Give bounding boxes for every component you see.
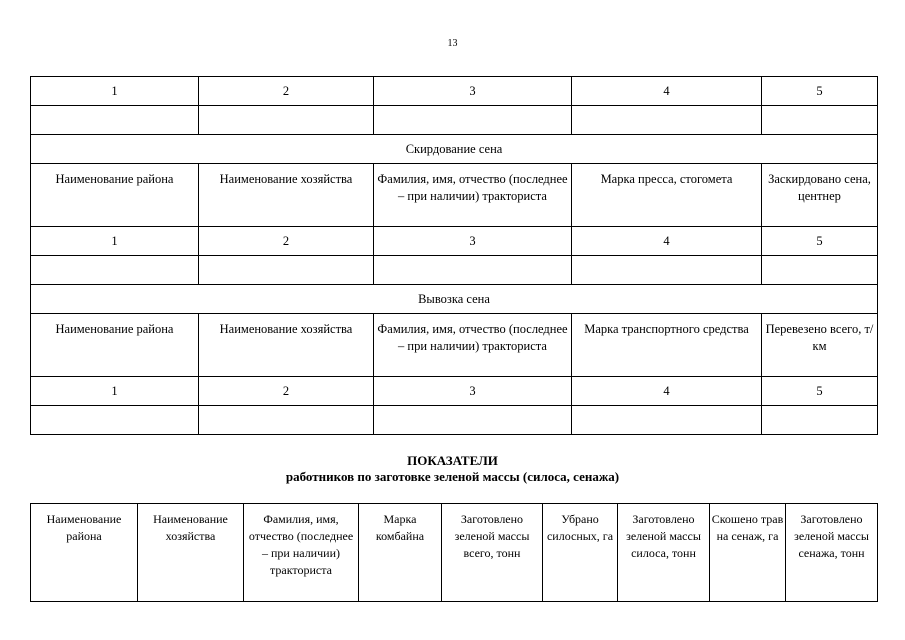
header-cell-farm: Наименование хозяйства xyxy=(199,164,374,227)
hay-operations-table xyxy=(30,76,878,435)
empty-data-row xyxy=(31,106,878,135)
column-number-cell: 1 xyxy=(31,77,199,106)
header-row xyxy=(31,314,878,377)
header-cell-silage-harvested: Убрано силосных, га xyxy=(543,504,618,602)
column-number-cell: 1 xyxy=(31,377,199,406)
numbering-row xyxy=(31,77,878,106)
column-number-cell: 4 xyxy=(572,377,762,406)
column-number-cell: 3 xyxy=(374,227,572,256)
empty-cell[interactable] xyxy=(31,256,199,285)
empty-cell[interactable] xyxy=(762,106,878,135)
empty-cell[interactable] xyxy=(374,406,572,435)
section-title-row xyxy=(31,135,878,164)
column-number-cell: 4 xyxy=(572,227,762,256)
column-number-cell: 3 xyxy=(374,377,572,406)
header-cell-tractor-driver: Фамилия, имя, отчество (последнее – при наличии) тракториста xyxy=(244,504,359,602)
column-number-cell: 3 xyxy=(374,77,572,106)
numbering-row xyxy=(31,227,878,256)
numbering-row xyxy=(31,377,878,406)
header-cell-silage-green-mass: Заготовлено зеленой массы силоса, тонн xyxy=(618,504,710,602)
header-cell-press-brand: Марка пресса, стогомета xyxy=(572,164,762,227)
column-number-cell: 5 xyxy=(762,377,878,406)
header-cell-grass-mowed: Скошено трав на сенаж, га xyxy=(710,504,786,602)
column-number-cell: 5 xyxy=(762,227,878,256)
empty-data-row xyxy=(31,406,878,435)
header-cell-tractor-driver: Фамилия, имя, отчество (последнее – при наличии) тракториста xyxy=(374,314,572,377)
section-title-skirdovanie: Скирдование сена xyxy=(31,135,878,164)
column-number-cell: 2 xyxy=(199,77,374,106)
page-number: 13 xyxy=(447,38,458,49)
indicators-title: ПОКАЗАТЕЛИ xyxy=(407,453,498,468)
column-number-cell: 4 xyxy=(572,77,762,106)
header-cell-hay-stacked: Заскирдовано сена, центнер xyxy=(762,164,878,227)
empty-cell[interactable] xyxy=(374,106,572,135)
header-cell-combine-brand: Марка комбайна xyxy=(359,504,442,602)
header-cell-farm: Наименование хозяйства xyxy=(138,504,244,602)
column-number-cell: 1 xyxy=(31,227,199,256)
empty-cell[interactable] xyxy=(572,406,762,435)
column-number-cell: 2 xyxy=(199,377,374,406)
header-cell-green-mass-total: Заготовлено зеленой массы всего, тонн xyxy=(442,504,543,602)
empty-data-row xyxy=(31,256,878,285)
indicators-heading xyxy=(0,453,905,485)
indicators-subtitle: работников по заготовке зеленой массы (силоса, сенажа) xyxy=(285,469,620,484)
empty-cell[interactable] xyxy=(374,256,572,285)
header-row xyxy=(31,504,878,602)
header-cell-haylage-green-mass: Заготовлено зеленой массы сенажа, тонн xyxy=(786,504,878,602)
empty-cell[interactable] xyxy=(762,406,878,435)
header-cell-farm: Наименование хозяйства xyxy=(199,314,374,377)
empty-cell[interactable] xyxy=(762,256,878,285)
empty-cell[interactable] xyxy=(199,106,374,135)
empty-cell[interactable] xyxy=(31,106,199,135)
header-cell-vehicle-brand: Марка транспортного средства xyxy=(572,314,762,377)
green-mass-indicators-table xyxy=(30,503,878,602)
header-cell-transported-total: Перевезено всего, т/км xyxy=(762,314,878,377)
empty-cell[interactable] xyxy=(199,406,374,435)
header-cell-district: Наименование района xyxy=(31,164,199,227)
header-row xyxy=(31,164,878,227)
empty-cell[interactable] xyxy=(199,256,374,285)
empty-cell[interactable] xyxy=(31,406,199,435)
section-title-row xyxy=(31,285,878,314)
empty-cell[interactable] xyxy=(572,256,762,285)
empty-cell[interactable] xyxy=(572,106,762,135)
column-number-cell: 2 xyxy=(199,227,374,256)
header-cell-district: Наименование района xyxy=(31,314,199,377)
header-cell-tractor-driver: Фамилия, имя, отчество (последнее – при наличии) тракториста xyxy=(374,164,572,227)
section-title-vyvozka: Вывозка сена xyxy=(31,285,878,314)
header-cell-district: Наименование района xyxy=(31,504,138,602)
column-number-cell: 5 xyxy=(762,77,878,106)
